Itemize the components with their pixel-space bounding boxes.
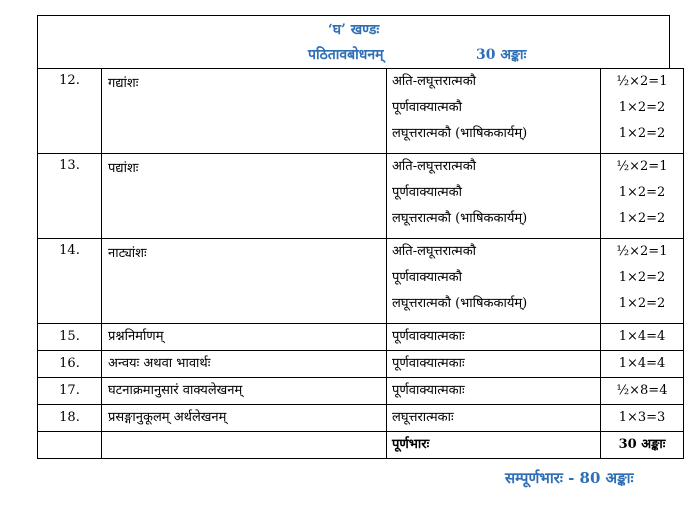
question-topic: गद्यांशः [102,69,387,154]
question-marks: 1×4=4 [601,351,684,378]
question-topic: नाट्यांशः [102,239,387,324]
question-type: पूर्णवाक्यात्मकाः [387,351,601,378]
marks-line: 1×2=2 [618,270,666,285]
question-types [387,69,601,154]
type-line: अति-लघूत्तरात्मकौ [392,244,477,259]
table-row [38,378,684,405]
marks-line: 1×2=2 [618,185,666,200]
table-row [38,351,684,378]
marks-line: 1×2=2 [618,100,666,115]
marks-table [37,68,684,459]
question-marks [601,154,684,239]
type-line: लघूत्तरात्मकौ (भाषिककार्यम्) [392,126,528,141]
question-number: 17. [38,378,102,405]
total-row [38,432,684,459]
table-row [38,239,684,324]
question-marks: 1×4=4 [601,324,684,351]
question-number: 14. [38,239,102,324]
question-marks: 1×3=3 [601,405,684,432]
question-topic: घटनाक्रमानुसारं वाक्यलेखनम् [102,378,387,405]
type-line: अति-लघूत्तरात्मकौ [392,74,477,89]
marks-line: ½×2=1 [616,159,668,174]
question-types [387,154,601,239]
table-row [38,154,684,239]
question-topic: प्रसङ्गानुकूलम् अर्थलेखनम् [102,405,387,432]
question-marks: ½×8=4 [601,378,684,405]
question-marks [601,239,684,324]
question-type: लघूत्तरात्मकाः [387,405,601,432]
type-line: अति-लघूत्तरात्मकौ [392,159,477,174]
question-marks [601,69,684,154]
marks-scheme-sheet [37,15,670,459]
type-line: पूर्णवाक्यात्मकौ [392,100,463,115]
question-number: 15. [38,324,102,351]
empty-cell [102,432,387,459]
question-topic: अन्वयः अथवा भावार्थः [102,351,387,378]
question-topic: पद्यांशः [102,154,387,239]
type-line: लघूत्तरात्मकौ (भाषिककार्यम्) [392,296,528,311]
type-line: पूर्णवाक्यात्मकौ [392,270,463,285]
question-type: पूर्णवाक्यात्मकाः [387,378,601,405]
grand-total: सम्पूर्णभारः - 80 अङ्काः [505,469,634,487]
marks-line: ½×2=1 [616,74,668,89]
marks-line: ½×2=1 [616,244,668,259]
section-header [37,15,670,68]
section-title: ‘घ’ खण्डः [327,22,380,38]
type-line: पूर्णवाक्यात्मकौ [392,185,463,200]
question-types [387,239,601,324]
question-topic: प्रश्ननिर्माणम् [102,324,387,351]
table-row [38,405,684,432]
section-marks: 30 अङ्काः [476,47,527,63]
total-label: पूर्णभारः [387,432,601,459]
question-number: 18. [38,405,102,432]
question-number: 13. [38,154,102,239]
question-number: 12. [38,69,102,154]
type-line: लघूत्तरात्मकौ (भाषिककार्यम्) [392,211,528,226]
section-subtitle: पठितावबोधनम् [308,47,384,63]
question-number: 16. [38,351,102,378]
table-row [38,324,684,351]
total-value: 30 अङ्काः [601,432,684,459]
marks-line: 1×2=2 [618,296,666,311]
table-row [38,69,684,154]
marks-line: 1×2=2 [618,211,666,226]
empty-cell [38,432,102,459]
question-type: पूर्णवाक्यात्मकाः [387,324,601,351]
marks-line: 1×2=2 [618,126,666,141]
